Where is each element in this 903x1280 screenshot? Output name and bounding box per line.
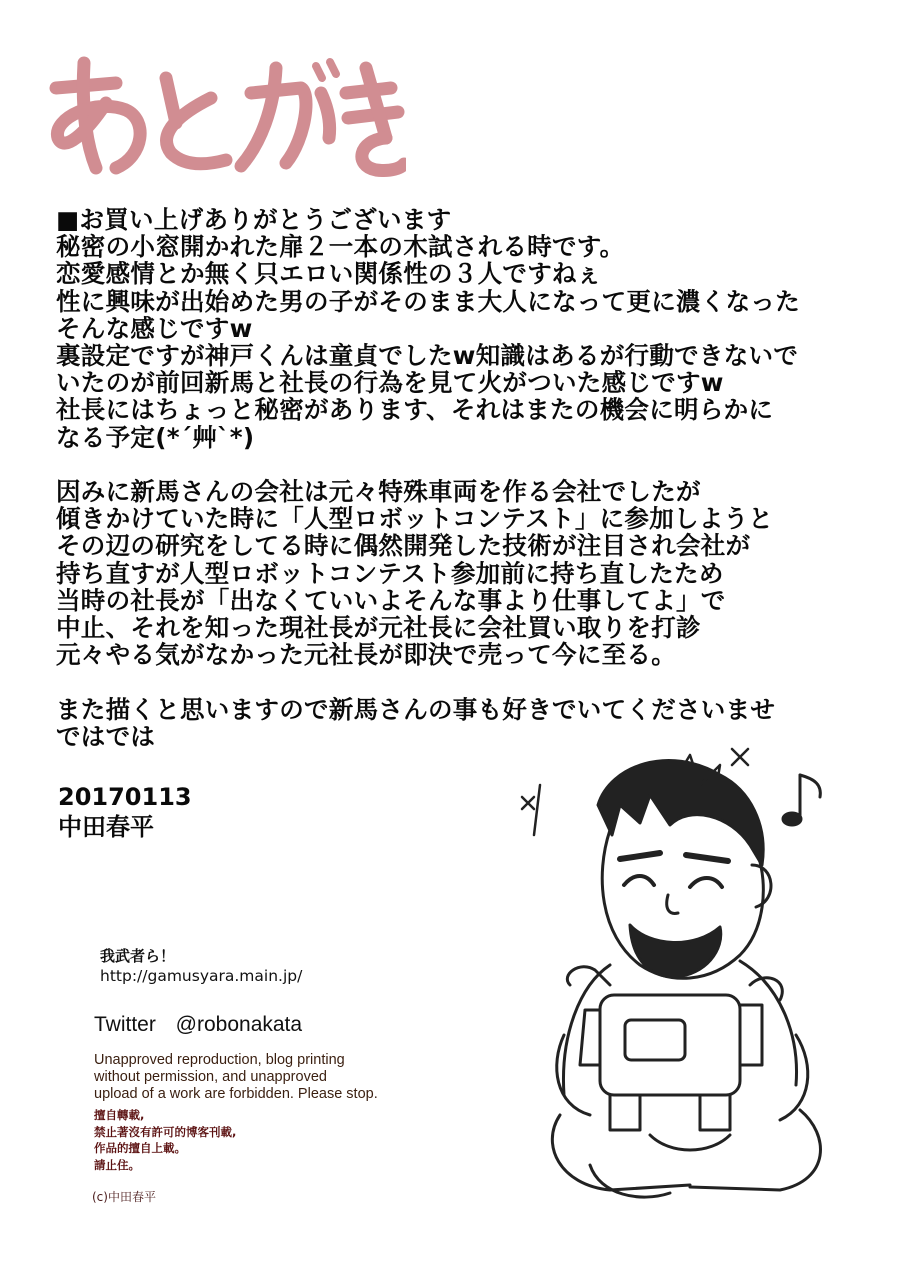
notice-chinese	[94, 1107, 378, 1173]
body-line: 持ち直すが人型ロボットコンテスト参加前に持ち直したため	[56, 558, 724, 588]
body-line: 秘密の小窓開かれた扉２一本の木試される時です。	[56, 232, 625, 262]
afterword-title-handwritten	[36, 38, 406, 188]
body-line: 当時の社長が「出なくていいよそんな事より仕事してよ」で	[56, 585, 726, 615]
notice-zh-line: 請止住。	[94, 1157, 140, 1172]
body-line: 傾きかけていた時に「人型ロボットコンテスト」に参加しようと	[56, 504, 774, 534]
body-line: 元々やる気がなかった元社長が即決で売って今に至る。	[56, 640, 676, 670]
music-note-icon	[783, 775, 820, 825]
body-line: その辺の研究をしてる時に偶然開発した技術が注目され会社が	[56, 531, 751, 561]
circle-url-link[interactable]: http://gamusyara.main.jp/	[100, 967, 303, 985]
body-line: 中止、それを知った現社長が元社長に会社買い取りを打診	[56, 613, 701, 643]
body-line: いたのが前回新馬と社長の行為を見て火がついた感じですw	[56, 368, 724, 398]
signature-date: 20170113	[58, 783, 192, 811]
body-line: 性に興味が出始めた男の子がそのまま大人になって更に濃くなった	[56, 286, 800, 316]
notice-zh-line: 擅自轉載,	[94, 1108, 145, 1122]
circle-name: 我武者ら！	[100, 947, 176, 965]
notice-zh-line: 禁止著沒有許可的博客刊載,	[94, 1124, 237, 1139]
notice-english	[94, 1052, 378, 1103]
body-line: また描くと思いますので新馬さんの事も好きでいてくださいませ	[56, 694, 776, 724]
paragraph-gap	[56, 668, 856, 695]
body-line: 裏設定ですが神戸くんは童貞でしたw知識はあるが行動できないで	[56, 341, 799, 371]
body-line: 因みに新馬さんの会社は元々特殊車両を作る会社でしたが	[56, 477, 701, 507]
body-line: なる予定(*´艸`*)	[56, 422, 255, 452]
notice-zh-line: 作品的擅自上載。	[94, 1141, 186, 1155]
signature-author: 中田春平	[58, 813, 154, 841]
notice-en-line: without permission, and unapproved	[94, 1069, 327, 1085]
body-line: 恋愛感情とか無く只エロい関係性の３人ですねぇ	[56, 259, 602, 289]
signature-block	[58, 782, 192, 842]
copyright-text: (c)中田春平	[92, 1190, 156, 1204]
body-line: ではでは	[56, 721, 156, 751]
paragraph-gap	[56, 451, 856, 478]
notice-en-line: Unapproved reproduction, blog printing	[94, 1052, 345, 1068]
afterword-body	[56, 206, 856, 750]
body-line: 社長にはちょっと秘密があります、それはまたの機会に明らかに	[56, 395, 774, 425]
body-line: ■お買い上げありがとうございます	[56, 205, 452, 234]
circle-info	[100, 946, 302, 986]
notice-en-line: upload of a work are forbidden. Please stop.	[94, 1086, 378, 1102]
character-illustration	[500, 735, 880, 1205]
twitter-handle[interactable]: Twitter @robonakata	[94, 1013, 303, 1036]
body-line: そんな感じですw	[56, 313, 253, 343]
reproduction-notice	[94, 1052, 378, 1173]
